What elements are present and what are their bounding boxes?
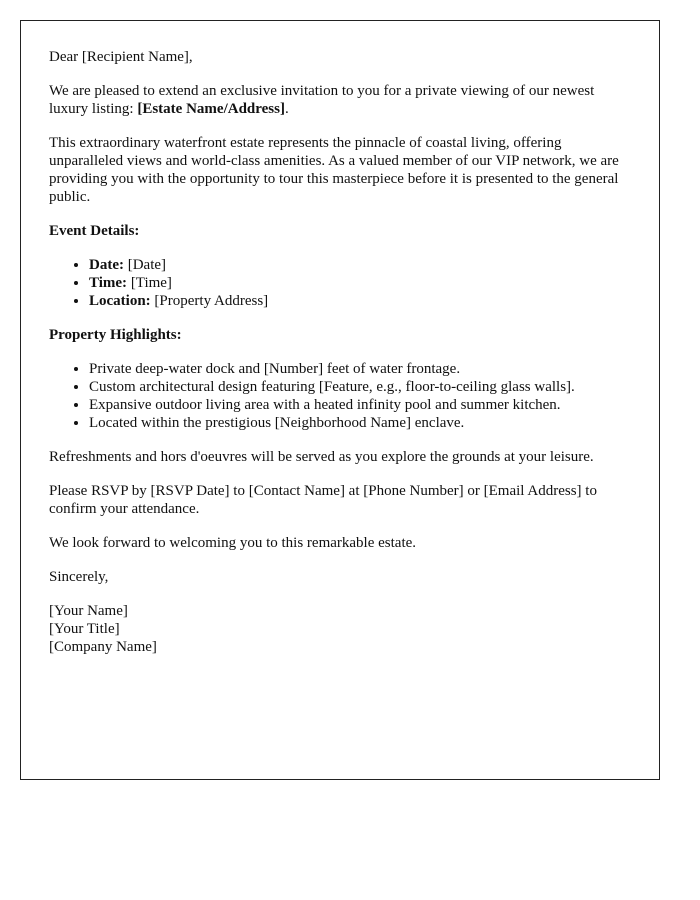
event-detail-label: Time: [89,275,128,291]
description-paragraph: This extraordinary waterfront estate represents the pinnacle of coastal living, offering unparalleled views and world-class amenities. As a valued member of our VIP network, we are providing you with the opportunity to tour this masterpiece before it is presented to the general public. [49,135,619,205]
highlight-item: • Located within the prestigious [Neighborhood Name] enclave. [89,414,631,432]
event-details-title: Event Details: [49,223,140,239]
event-detail-value: [Property Address] [150,293,269,309]
closing-paragraph: We look forward to welcoming you to this remarkable estate. [49,535,417,551]
event-detail-time [89,274,631,292]
estate-name: [Estate Name/Address] [137,101,285,117]
event-details-list [49,256,631,310]
property-highlights-list [49,360,631,432]
event-detail-value: [Time] [127,275,172,291]
property-highlights-title: Property Highlights: [49,327,182,343]
signature-block [49,602,631,656]
signature-title: [Your Title] [49,621,120,637]
signature-company: [Company Name] [49,639,157,655]
greeting: Dear [Recipient Name], [49,49,193,65]
event-detail-value: [Date] [123,257,167,273]
highlight-item: • Expansive outdoor living area with a heated infinity pool and summer kitchen. [89,396,631,414]
invitation-letter [20,20,660,780]
rsvp-paragraph: Please RSVP by [RSVP Date] to [Contact Name] at [Phone Number] or [Email Address] to confirm your attendance. [49,483,597,517]
refreshments-paragraph: Refreshments and hors d'oeuvres will be served as you explore the grounds at your leisure. [49,449,594,465]
highlight-item: • Custom architectural design featuring [Feature, e.g., floor-to-ceiling glass walls]. [89,378,631,396]
intro-text: We are pleased to extend an exclusive invitation to you for a private viewing of our newest luxury listing: [49,83,595,117]
event-detail-label: Date: [89,257,124,273]
signoff: Sincerely, [49,569,109,585]
signature-name: [Your Name] [49,603,128,619]
highlight-item: • Private deep-water dock and [Number] feet of water frontage. [89,360,631,378]
event-detail-date [89,256,631,274]
intro-paragraph [49,82,631,118]
event-detail-label: Location: [89,293,151,309]
event-detail-location [89,292,631,310]
intro-end: . [284,101,289,117]
